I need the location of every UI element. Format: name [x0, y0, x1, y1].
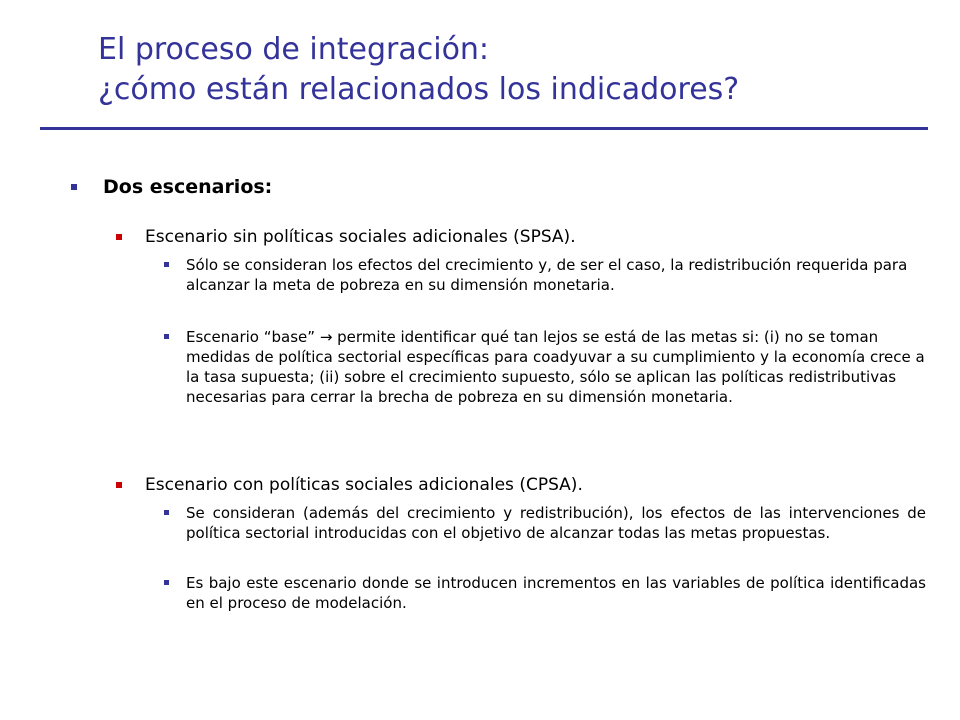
- scenario-cpsa-label: Escenario con políticas sociales adicionales (CPSA).: [145, 475, 583, 495]
- square-bullet-icon: [164, 580, 169, 585]
- square-bullet-icon: [116, 482, 122, 488]
- scenario-spsa-point-1: Sólo se consideran los efectos del crecimiento y, de ser el caso, la redistribución requerida para alcanzar la meta de pobreza en su dimensión monetaria.: [186, 256, 908, 294]
- title-underline: [40, 127, 928, 130]
- square-bullet-icon: [71, 184, 77, 190]
- title-line-2: ¿cómo están relacionados los indicadores?: [98, 72, 740, 107]
- scenario-spsa-point-2: Escenario “base” → permite identificar qué tan lejos se está de las metas si: (i) no se toman medidas de política sectorial específicas para coadyuvar a su cumplimiento y la economía crece a la tasa supuesta; (ii) sobre el crecimiento supuesto, sólo se aplican las políticas redistributivas necesarias para cerrar la brecha de pobreza en su dimensión monetaria.: [186, 328, 925, 406]
- scenario-cpsa-point-1: Se consideran (además del crecimiento y redistribución), los efectos de las intervenciones de política sectorial introducidas con el objetivo de alcanzar todas las metas propuestas.: [186, 504, 926, 542]
- heading-dos-escenarios: Dos escenarios:: [103, 176, 273, 198]
- square-bullet-icon: [116, 234, 122, 240]
- square-bullet-icon: [164, 262, 169, 267]
- slide-title: [98, 30, 918, 110]
- scenario-cpsa-point-2: Es bajo este escenario donde se introducen incrementos en las variables de política identificadas en el proceso de modelación.: [186, 574, 926, 612]
- scenario-spsa-label: Escenario sin políticas sociales adicionales (SPSA).: [145, 227, 576, 247]
- square-bullet-icon: [164, 510, 169, 515]
- square-bullet-icon: [164, 334, 169, 339]
- title-line-1: El proceso de integración:: [98, 32, 490, 67]
